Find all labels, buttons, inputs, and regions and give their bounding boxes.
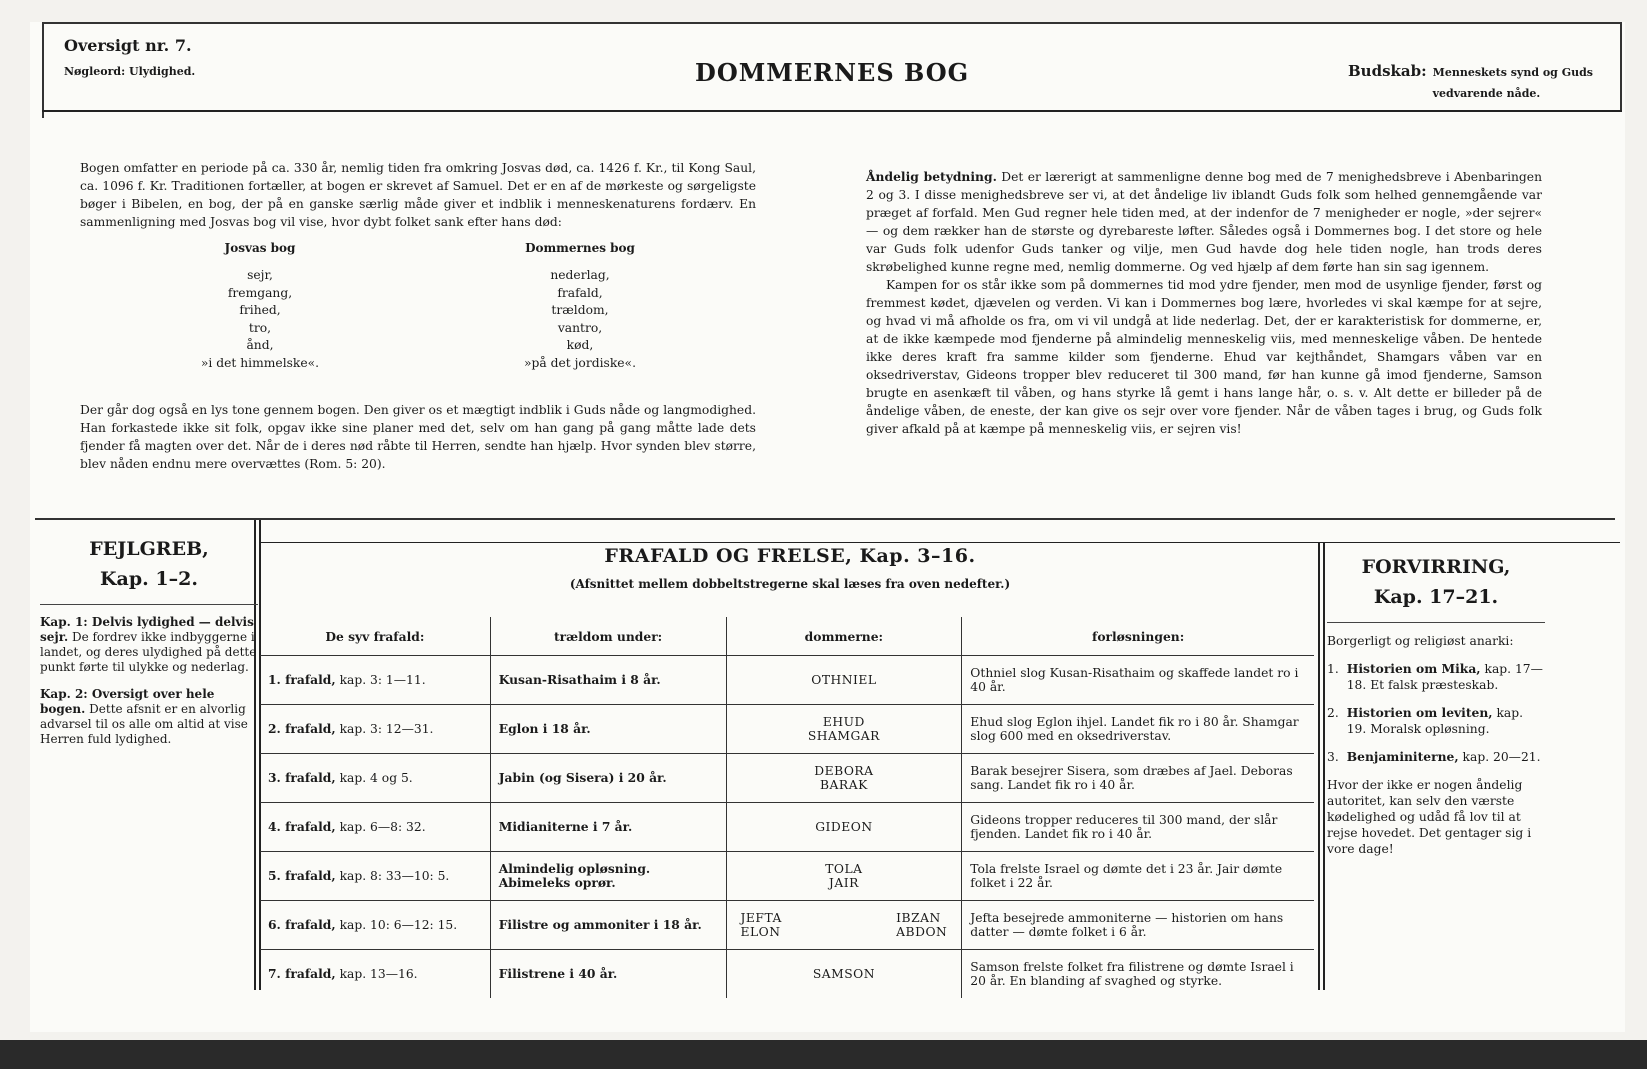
judge-name: ABDON bbox=[896, 925, 948, 939]
frafald-number: 4. frafald, bbox=[268, 819, 336, 834]
judge-name: ELON bbox=[740, 925, 781, 939]
overview-number: Oversigt nr. 7. bbox=[64, 36, 192, 55]
kap2-title: Kap. 2: Oversigt over hele bogen. bbox=[40, 687, 215, 716]
judge-name: TOLA bbox=[825, 862, 863, 876]
kap1-block bbox=[40, 615, 258, 675]
dommer-item: kød, bbox=[566, 338, 594, 352]
forvirring-title: FORVIRRING, bbox=[1361, 556, 1511, 578]
josva-heading: Josvas bog bbox=[224, 241, 296, 255]
josva-item: fremgang, bbox=[227, 285, 293, 300]
forloesning-cell: Samson frelste folket fra filistrene og dømte Israel i 20 år. En blanding af svaghed og styrke. bbox=[970, 960, 1294, 988]
keyword: Nøgleord: Ulydighed. bbox=[64, 65, 196, 78]
document-sheet bbox=[30, 22, 1625, 1032]
traeldom-cell: Filistrene i 40 år. bbox=[490, 950, 726, 999]
frafald-number: 2. frafald, bbox=[268, 721, 336, 736]
table-row bbox=[260, 950, 1314, 999]
item-text: kap. 17—18. Et falsk præsteskab. bbox=[1346, 662, 1543, 692]
dommer-column bbox=[480, 239, 680, 372]
judge-name: JEFTA bbox=[740, 911, 782, 925]
meaning-paragraph: Kampen for os står ikke som på dommernes tid mod ydre fjender, men mod de usynlige fjender, først og fremmest kødet, djævelen og verden. Vi kan i Dommernes bog lære, hvorledes vi skal kæmpe for at sejre, og hvad vi må afholde os fra, om vi vil undgå at lide nederlag. Det, der er karakteristisk for dommerne, er, at de ikke kæmpede mod fjenderne på almindelig menneskelig viis, med menneskelige våben. De hentede ikke deres kraft fra samme kilder som fjenderne. Ehud var kejthåndet, Shamgars våben var en oksedriverstav, Gideons tropper blev reduceret til 300 mand, før han kunne gå imod fjenderne, Samson brugte en asenkæft til våben, og hans styrke lå gemt i hans lange hår, o. s. v. Alt dette er billeder på de åndelige våben, de eneste, der kan give os sejr over vore fjender. Når de våben tages i brug, og Guds folk giver afkald på at kæmpe på menneskelig viis, er sejren vis! bbox=[866, 278, 1542, 436]
divider bbox=[1327, 622, 1545, 623]
kap2-text: Dette afsnit er en alvorlig advarsel til os alle om altid at vise Herren fuld lydighed. bbox=[40, 702, 248, 746]
list-item bbox=[1327, 705, 1545, 737]
frafald-cell bbox=[260, 901, 490, 950]
column-header: trældom under: bbox=[490, 617, 726, 656]
frafald-cell bbox=[260, 852, 490, 901]
header-right bbox=[1348, 62, 1618, 104]
frame-line bbox=[42, 22, 1622, 24]
frafald-cell bbox=[260, 656, 490, 705]
frafald-table bbox=[260, 617, 1314, 998]
frafald-cell bbox=[260, 950, 490, 999]
divider bbox=[40, 604, 258, 605]
dommer-cell bbox=[726, 901, 962, 950]
josva-item: tro, bbox=[248, 320, 272, 335]
dommer-cell bbox=[726, 950, 962, 999]
scan-edge bbox=[0, 1040, 1647, 1069]
table-row bbox=[260, 803, 1314, 852]
josva-item: sejr, bbox=[247, 268, 273, 282]
intro-column bbox=[80, 159, 756, 473]
intro-paragraph: Der går dog også en lys tone gennem bogen. Den giver os et mægtigt indblik i Guds nåde og langmodighed. Han forkastede ikke sit folk, opgav ikke sine planer med det, selv om han gang på gang måtte lade dets fjender få magten over det. Når de i deres nød råbte til Herren, sendte han hjælp. Hvor synden blev større, blev nåden endnu mere overvættes (Rom. 5: 20). bbox=[80, 403, 756, 471]
forvirring-heading bbox=[1327, 552, 1545, 612]
forloesning-cell: Ehud slog Eglon ihjel. Landet fik ro i 80 år. Shamgar slog 600 med en oksedriverstav. bbox=[962, 705, 1314, 754]
item-number: 1. bbox=[1327, 662, 1339, 676]
frafald-number: 6. frafald, bbox=[268, 917, 336, 932]
forvirring-chapters: Kap. 17–21. bbox=[1373, 586, 1499, 608]
frafald-chapters: kap. 8: 33—10: 5. bbox=[335, 869, 450, 883]
meaning-text: Det er lærerigt at sammenligne denne bog med de 7 menighedsbreve i Abenbaringen 2 og 3. I disse menighedsbreve ser vi, at det åndelige liv iblandt Guds folk som helhed gennemgående var præget af forfald. Men Gud regner hele tiden med, at der indenfor de 7 menigheder er nogle, »der sejrer« — og dem rækker han de største og dyrebareste løfter. Således også i Dommernes bog. I det store og hele var Guds folk udenfor Guds tanker og vilje, men Gud havde dog hele tiden nogle, han trods deres skrøbelighed kunne regne med, nemlig dommerne. Og ved hjælp af dem førte han sin sag igennem. bbox=[866, 170, 1542, 274]
dommer-cell bbox=[726, 754, 962, 803]
section-rule bbox=[260, 542, 1620, 543]
josva-item: ånd, bbox=[246, 338, 274, 352]
dommer-item: nederlag, bbox=[550, 268, 610, 282]
traeldom-cell: Filistre og ammoniter i 18 år. bbox=[490, 901, 726, 950]
judge-name: EHUD bbox=[822, 715, 865, 729]
item-text: kap. 19. Moralsk opløsning. bbox=[1346, 706, 1524, 736]
anarki-closing: Hvor der ikke er nogen åndelig autoritet, kan selv den værste kødelighed og udåd få lov til at rejse hovedet. Det gentager sig i vore dage! bbox=[1327, 778, 1532, 856]
judge-name: GIDEON bbox=[815, 820, 873, 834]
traeldom-cell: Jabin (og Sisera) i 20 år. bbox=[490, 754, 726, 803]
item-title: Historien om Mika, bbox=[1346, 661, 1481, 676]
fejlgreb-chapters: Kap. 1–2. bbox=[100, 568, 198, 590]
header-left bbox=[64, 36, 195, 78]
frafald-number: 1. frafald, bbox=[268, 672, 336, 687]
frafald-subtitle: (Afsnittet mellem dobbeltstregerne skal læses fra oven nedefter.) bbox=[569, 577, 1011, 591]
traeldom-cell: Almindelig opløsning. Abimeleks oprør. bbox=[490, 852, 726, 901]
frafald-number: 5. frafald, bbox=[268, 868, 336, 883]
spiritual-meaning bbox=[866, 168, 1542, 438]
forloesning-cell: Jefta besejrede ammoniterne — historien om hans datter — dømte folket i 6 år. bbox=[962, 901, 1314, 950]
section-rule bbox=[35, 518, 1615, 520]
anarki-list bbox=[1327, 633, 1545, 857]
traeldom-cell: Eglon i 18 år. bbox=[490, 705, 726, 754]
forloesning-cell: Barak besejrer Sisera, som dræbes af Jael. Deboras sang. Landet fik ro i 40 år. bbox=[962, 754, 1314, 803]
judge-name: IBZAN bbox=[896, 911, 941, 925]
item-title: Benjaminiterne, bbox=[1346, 749, 1459, 764]
kap1-title: Kap. 1: Delvis lydighed — delvis sejr. bbox=[40, 615, 254, 644]
judge-name: DEBORA bbox=[814, 764, 874, 778]
frafald-chapters: kap. 10: 6—12: 15. bbox=[335, 918, 458, 932]
frame-line bbox=[42, 22, 44, 118]
josva-column bbox=[160, 239, 360, 372]
dommer-item: vantro, bbox=[557, 320, 603, 335]
forloesning-cell: Othniel slog Kusan-Risathaim og skaffede landet ro i 40 år. bbox=[962, 656, 1314, 705]
frafald-number: 7. frafald, bbox=[268, 966, 336, 981]
table-row bbox=[260, 754, 1314, 803]
table-row bbox=[260, 852, 1314, 901]
column-header: dommerne: bbox=[726, 617, 962, 656]
frafald-chapters: kap. 3: 12—31. bbox=[335, 722, 434, 736]
frafald-cell bbox=[260, 803, 490, 852]
forvirring-column bbox=[1327, 552, 1545, 869]
fejlgreb-column bbox=[40, 534, 258, 759]
frafald-chapters: kap. 13—16. bbox=[335, 967, 418, 981]
judge-name: SHAMGAR bbox=[807, 729, 880, 743]
item-title: Historien om leviten, bbox=[1346, 705, 1493, 720]
frame-line bbox=[1620, 22, 1622, 112]
message-text: Menneskets synd og Guds vedvarende nåde. bbox=[1432, 66, 1593, 100]
traeldom-cell: Midianiterne i 7 år. bbox=[490, 803, 726, 852]
double-rule bbox=[1318, 542, 1320, 990]
frafald-chapters: kap. 6—8: 32. bbox=[335, 820, 426, 834]
page-title: DOMMERNES BOG bbox=[695, 58, 970, 87]
kap1-text: De fordrev ikke indbyggerne i landet, og deres ulydighed på dette punkt førte til ulykke og nederlag. bbox=[40, 630, 257, 674]
item-text: kap. 20—21. bbox=[1458, 750, 1541, 764]
frafald-chapters: kap. 3: 1—11. bbox=[335, 673, 426, 687]
dommer-cell bbox=[726, 705, 962, 754]
dommer-item: »på det jordiske«. bbox=[523, 355, 636, 370]
list-item bbox=[1327, 749, 1545, 765]
josva-item: frihed, bbox=[239, 303, 281, 317]
fejlgreb-title: FEJLGREB, bbox=[89, 538, 209, 560]
fejlgreb-heading bbox=[40, 534, 258, 594]
frafald-heading bbox=[258, 545, 1322, 591]
judge-name: SAMSON bbox=[812, 967, 875, 981]
intro-paragraph: Bogen omfatter en periode på ca. 330 år, nemlig tiden fra omkring Josvas død, ca. 1426 f. Kr., til Kong Saul, ca. 1096 f. Kr. Traditionen fortæller, at bogen er skrevet af Samuel. Det er en af de mørkeste og sørgeligste bøger i Bibelen, en bog, der på en ganske særlig måde giver et indblik i menneskenaturens fordærv. En sammenligning med Josvas bog vil vise, hvor dybt folket sank efter hans død: bbox=[80, 161, 756, 229]
dommer-cell bbox=[726, 803, 962, 852]
dommer-item: trældom, bbox=[551, 303, 609, 317]
forloesning-cell: Gideons tropper reduceres til 300 mand, der slår fjenden. Landet fik ro i 40 år. bbox=[962, 803, 1314, 852]
message-label: Budskab: bbox=[1348, 62, 1427, 80]
meaning-lead: Åndelig betydning. bbox=[866, 169, 997, 184]
dommer-cell bbox=[726, 656, 962, 705]
judge-name: JAIR bbox=[828, 876, 859, 890]
item-number: 2. bbox=[1327, 706, 1339, 720]
column-header: forløsningen: bbox=[962, 617, 1314, 656]
double-rule bbox=[1323, 542, 1325, 990]
kap2-block bbox=[40, 687, 258, 747]
frafald-number: 3. frafald, bbox=[268, 770, 336, 785]
header-rule bbox=[42, 110, 1622, 112]
table-header-row bbox=[260, 617, 1314, 656]
meaning-paragraph bbox=[866, 168, 1542, 276]
anarki-intro: Borgerligt og religiøst anarki: bbox=[1327, 634, 1514, 648]
josva-item: »i det himmelske«. bbox=[200, 355, 320, 370]
frafald-title: FRAFALD OG FRELSE, Kap. 3–16. bbox=[604, 545, 976, 567]
judge-name: BARAK bbox=[820, 778, 868, 792]
frafald-cell bbox=[260, 705, 490, 754]
table-row bbox=[260, 901, 1314, 950]
judge-name: OTHNIEL bbox=[811, 673, 877, 687]
frafald-cell bbox=[260, 754, 490, 803]
comparison bbox=[80, 239, 756, 389]
table-row bbox=[260, 656, 1314, 705]
frafald-chapters: kap. 4 og 5. bbox=[335, 771, 413, 785]
traeldom-cell: Kusan-Risathaim i 8 år. bbox=[490, 656, 726, 705]
table-row bbox=[260, 705, 1314, 754]
dommer-cell bbox=[726, 852, 962, 901]
forloesning-cell: Tola frelste Israel og dømte det i 23 år. Jair dømte folket i 22 år. bbox=[962, 852, 1314, 901]
item-number: 3. bbox=[1327, 750, 1339, 764]
column-header: De syv frafald: bbox=[260, 617, 490, 656]
list-item bbox=[1327, 661, 1545, 693]
dommer-heading: Dommernes bog bbox=[525, 241, 635, 255]
dommer-item: frafald, bbox=[557, 285, 603, 300]
